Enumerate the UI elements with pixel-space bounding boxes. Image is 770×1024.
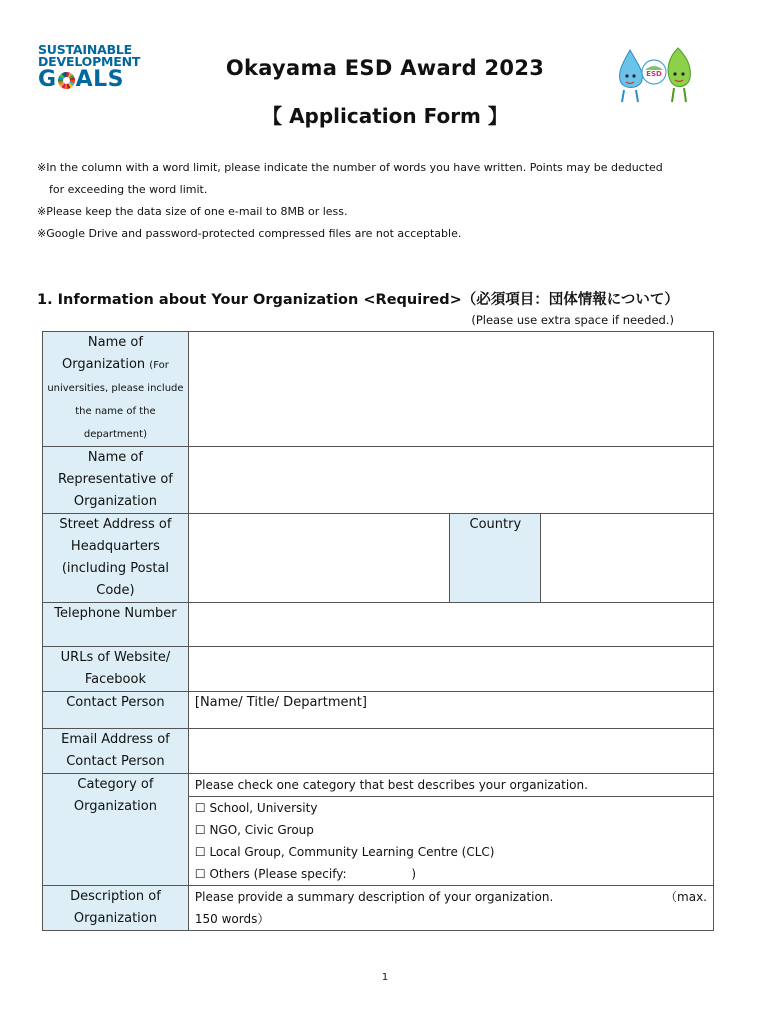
row-org-name [43,332,714,447]
instructions [37,157,727,245]
url-label: URLs of Website/ Facebook [43,647,189,692]
contact-hint: [Name/ Title/ Department] [194,695,367,710]
address-label: Street Address of Headquarters (including Postal Code) [43,514,189,603]
phone-label: Telephone Number [43,603,189,647]
sdg-logo-als: ALS [75,67,124,92]
country-label: Country [450,514,541,603]
page-title: Okayama ESD Award 2023 [225,56,545,80]
note-no-drive: ※Google Drive and password-protected compressed files are not acceptable. [37,227,462,240]
category-option-local[interactable]: ☐ Local Group, Community Learning Centre (CLC) [194,845,495,859]
email-label: Email Address of Contact Person [43,729,189,774]
note-word-limit: ※In the column with a word limit, please indicate the number of words you have written. Points may be deducted [37,161,663,174]
contact-field[interactable] [188,692,713,729]
category-hint: Please check one category that best describes your organization. [188,774,713,797]
sdg-logo-g: G [38,67,57,92]
category-option-others[interactable]: ☐ Others (Please specify: ) [194,867,417,881]
category-option-school[interactable]: ☐ School, University [194,801,318,815]
country-field[interactable] [541,514,714,603]
note-word-limit-cont: for exceeding the word limit. [49,183,208,196]
contact-label: Contact Person [43,692,189,729]
row-email [43,729,714,774]
row-url [43,647,714,692]
section-1-title: 1. Information about Your Organization <Required>（必須項目：団体情報について） [37,292,679,308]
note-data-size: ※Please keep the data size of one e-mail to 8MB or less. [37,205,348,218]
org-name-field[interactable] [188,332,713,447]
row-phone [43,603,714,647]
description-field[interactable] [188,886,713,931]
rep-field[interactable] [188,447,713,514]
row-address [43,514,714,603]
org-name-label-text: Name of Organization [62,335,146,372]
address-field[interactable] [188,514,449,603]
org-name-label [43,332,189,447]
description-limit-1: （max. [665,890,707,904]
organization-form-table [42,331,714,931]
category-option-ngo[interactable]: ☐ NGO, Civic Group [194,823,314,837]
row-category-hint [43,774,714,797]
row-representative [43,447,714,514]
rep-label: Name of Representative of Organization [43,447,189,514]
extra-space-note: (Please use extra space if needed.) [471,313,674,327]
org-name-label-note: (For universities, please include the name of the department) [47,360,184,440]
category-options [188,797,713,886]
org-name-value [195,357,208,372]
esd-logo-text: ESD [646,70,662,78]
description-limit-2: 150 words） [194,912,270,926]
category-label: Category of Organization [43,774,189,886]
page-number: 1 [381,972,389,983]
phone-field[interactable] [188,603,713,647]
row-contact [43,692,714,729]
description-hint-line [195,886,707,908]
row-description [43,886,714,931]
url-field[interactable] [188,647,713,692]
description-label: Description of Organization [43,886,189,931]
description-hint: Please provide a summary description of your organization. [194,890,554,904]
sdg-logo-line2: DEVELOPMENT [38,54,141,69]
email-field[interactable] [188,729,713,774]
page-subtitle: 【 Application Form 】 [262,104,508,128]
sdg-logo-line1: SUSTAINABLE [38,42,133,57]
